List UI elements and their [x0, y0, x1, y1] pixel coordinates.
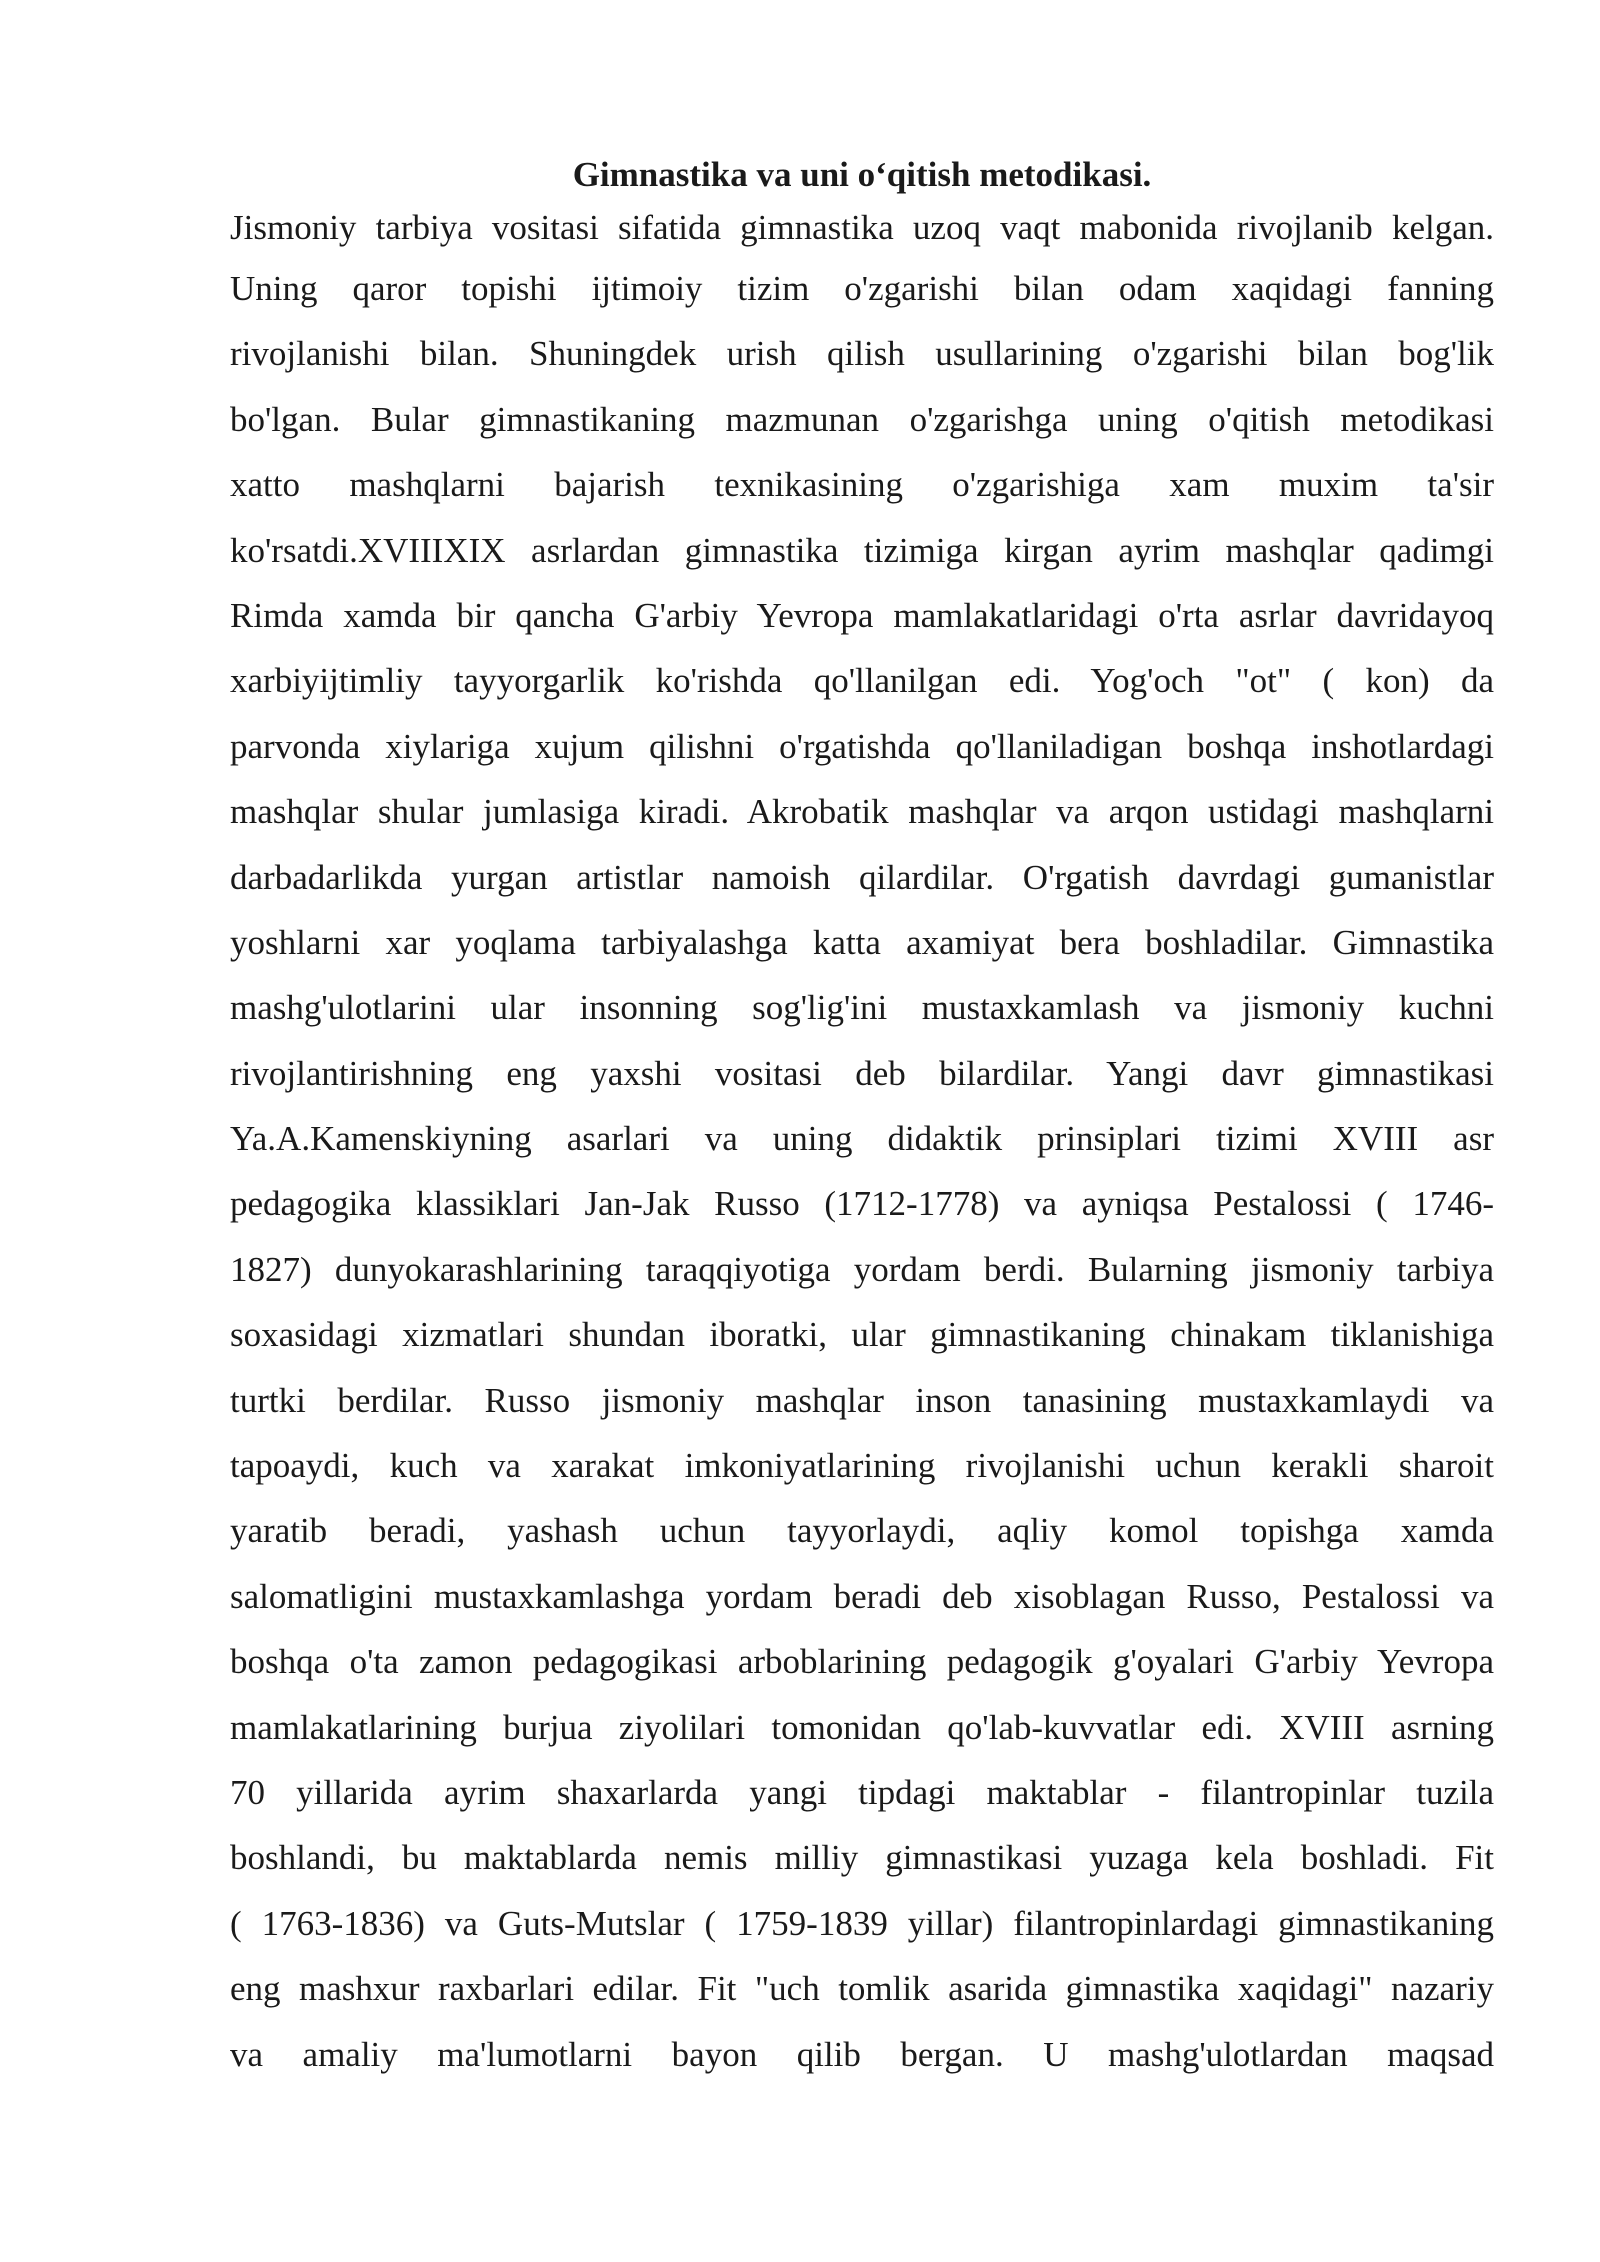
body-text [230, 200, 1494, 2087]
text-line: yoshlarni xar yoqlama tarbiyalashga katta axamiyat bera boshladilar. Gimnastika [230, 922, 1494, 962]
text-line: Jismoniy tarbiya vositasi sifatida gimnastika uzoq vaqt mabonida rivojlanib kelgan. [230, 208, 1494, 247]
text-line: rivojlantirishning eng yaxshi vositasi deb bilardilar. Yangi davr gimnastikasi [230, 1053, 1494, 1093]
text-line: salomatligini mustaxkamlashga yordam beradi deb xisoblagan Russo, Pestalossi va [230, 1576, 1494, 1616]
text-line: ( 1763-1836) va Guts-Mutslar ( 1759-1839 yillar) filantropinlardagi gimnastikaning [230, 1903, 1494, 1943]
text-line: xatto mashqlarni bajarish texnikasining o'zgarishiga xam muxim ta'sir [230, 465, 1494, 505]
text-line: yaratib beradi, yashash uchun tayyorlaydi, aqliy komol topishga xamda [230, 1511, 1494, 1551]
text-line: Ya.A.Kamenskiyning asarlari va uning didaktik prinsiplari tizimi XVIII asr [230, 1119, 1494, 1159]
text-line: rivojlanishi bilan. Shuningdek urish qilish usullarining o'zgarishi bilan bog'lik [230, 334, 1494, 374]
text-line: parvonda xiylariga xujum qilishni o'rgatishda qo'llaniladigan boshqa inshotlardagi [230, 726, 1494, 766]
document-body [230, 150, 1494, 2087]
text-line: bo'lgan. Bular gimnastikaning mazmunan o'zgarishga uning o'qitish metodikasi [230, 399, 1494, 439]
text-line: darbadarlikda yurgan artistlar namoish qilardilar. O'rgatish davrdagi gumanistlar [230, 857, 1494, 897]
text-line: 70 yillarida ayrim shaxarlarda yangi tipdagi maktablar - filantropinlar tuzila [230, 1772, 1494, 1812]
text-line: mashqlar shular jumlasiga kiradi. Akrobatik mashqlar va arqon ustidagi mashqlarni [230, 792, 1494, 832]
text-line: pedagogika klassiklari Jan-Jak Russo (1712-1778) va ayniqsa Pestalossi ( 1746- [230, 1184, 1494, 1224]
text-line: Rimda xamda bir qancha G'arbiy Yevropa mamlakatlaridagi o'rta asrlar davridayoq [230, 595, 1494, 635]
text-line: eng mashxur raxbarlari edilar. Fit "uch tomlik asarida gimnastika xaqidagi" nazariy [230, 1969, 1494, 2009]
text-line: mashg'ulotlarini ular insonning sog'lig'ini mustaxkamlash va jismoniy kuchni [230, 988, 1494, 1028]
text-line: boshlandi, bu maktablarda nemis milliy gimnastikasi yuzaga kela boshladi. Fit [230, 1838, 1494, 1878]
text-line: mamlakatlarining burjua ziyolilari tomonidan qo'lab-kuvvatlar edi. XVIII asrning [230, 1707, 1494, 1747]
text-line: xarbiyijtimliy tayyorgarlik ko'rishda qo'llanilgan edi. Yog'och "ot" ( kon) da [230, 661, 1494, 701]
text-line: tapoaydi, kuch va xarakat imkoniyatlarining rivojlanishi uchun kerakli sharoit [230, 1446, 1494, 1486]
document-title: Gimnastika va uni o‘qitish metodikasi. [572, 155, 1152, 194]
text-line: turtki berdilar. Russo jismoniy mashqlar inson tanasining mustaxkamlaydi va [230, 1380, 1494, 1420]
text-line: va amaliy ma'lumotlarni bayon qilib bergan. U mashg'ulotlardan maqsad [230, 2034, 1494, 2074]
text-line: ko'rsatdi.XVIIIXIX asrlardan gimnastika tizimiga kirgan ayrim mashqlar qadimgi [230, 530, 1494, 570]
text-line: Uning qaror topishi ijtimoiy tizim o'zgarishi bilan odam xaqidagi fanning [230, 269, 1494, 308]
text-line: 1827) dunyokarashlarining taraqqiyotiga yordam berdi. Bularning jismoniy tarbiya [230, 1249, 1494, 1289]
text-line: soxasidagi xizmatlari shundan iboratki, ular gimnastikaning chinakam tiklanishiga [230, 1315, 1494, 1355]
text-line: boshqa o'ta zamon pedagogikasi arboblarining pedagogik g'oyalari G'arbiy Yevropa [230, 1642, 1494, 1682]
